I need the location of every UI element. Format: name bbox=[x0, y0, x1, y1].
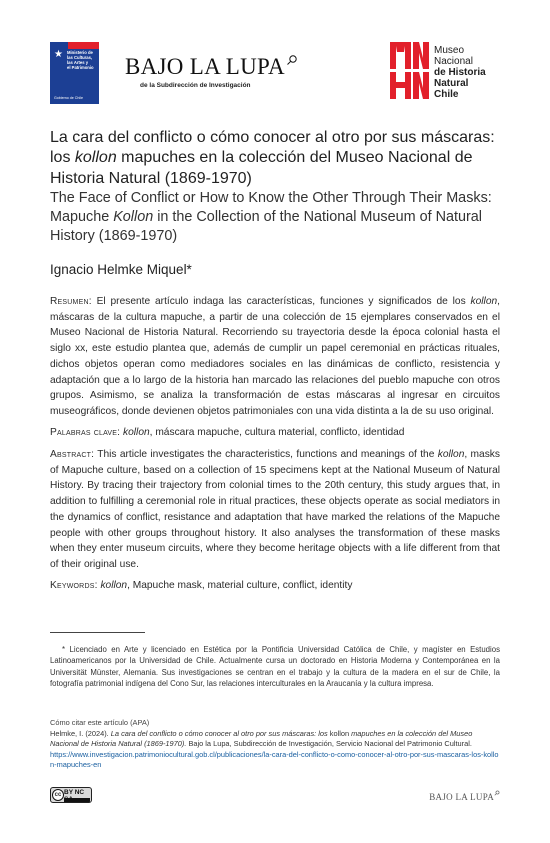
creative-commons-badge[interactable] bbox=[50, 787, 92, 803]
abstract-label: Abstract: bbox=[50, 449, 95, 460]
author-name: Ignacio Helmke Miquel* bbox=[50, 262, 192, 277]
page-header bbox=[50, 42, 500, 104]
footnote-divider bbox=[50, 632, 145, 633]
abstract-paragraph: Abstract: This article investigates the characteristics, functions and meanings of the kollon, masks of Mapuche culture, based on a collection of 15 specimens kept at the National Museum of Natural History. By tracing their trajectory from colonial times to the 20th century, this study argues that, in addition to fulfilling a ceremonial role in ritual practices, these objects operate as social mediators in the dynamics of conflict, resistance and adaptation that have marked the relations of the Mapuche people with other groups throughout history. It also analyses the transformation of these masks when they enter museum circuits, where they become heritage objects with a life different from that of their original use. bbox=[50, 449, 500, 570]
resumen-label: Resumen: bbox=[50, 296, 92, 307]
flag-blue-stripe bbox=[50, 42, 68, 49]
mnhn-logo-icon bbox=[390, 42, 429, 99]
author-footnote: * Licenciado en Arte y licenciado en Estética por la Pontificia Universidad Católica de Chile, y magíster en Estudios Latinoamericanos por la Universidad de Chile. Actualmente cursa un doctorado en Historia Moderna y Contemporánea en la Universität Münster, Alemania. Sus investigaciones se centran en el trabajo y la cultura de la madera en el sur de Chile, la fotografía patrimonial indígena del Cono Sur, las relaciones interculturales en la Araucanía y la cultura impresa. bbox=[50, 645, 500, 689]
license-bar bbox=[64, 798, 90, 802]
ministry-name: Ministerio de las Culturas, las Artes y el Patrimonio bbox=[67, 50, 94, 70]
citation-text: Helmke, I. (2024). La cara del conflicto o cómo conocer al otro por sus máscaras: los kollon mapuches en la colección del Museo Nacional de Historia Natural (1869-1970). Bajo la Lupa, Subdirección de Investigación, Servicio Nacional del Patrimonio Cultural. bbox=[50, 728, 473, 748]
keywords: Keywords: kollon, Mapuche mask, material culture, conflict, identity bbox=[50, 580, 353, 591]
citation-label: Cómo citar este artículo (APA) bbox=[50, 718, 150, 727]
cc-icon: cc bbox=[52, 789, 64, 801]
journal-title: BAJO LA LUPA bbox=[125, 54, 298, 80]
palabras-clave-label: Palabras clave: bbox=[50, 427, 121, 438]
palabras-clave: Palabras clave: kollon, máscara mapuche, cultura material, conflicto, identidad bbox=[50, 427, 405, 438]
license-terms: BY NC bbox=[64, 789, 85, 796]
keywords-label: Keywords: bbox=[50, 580, 98, 591]
star-icon: ★ bbox=[54, 49, 63, 60]
title-spanish: La cara del conflicto o cómo conocer al otro por sus máscaras: los kollon mapuches en la colección del Museo Nacional de Historia Natural (1869-1970) bbox=[50, 129, 495, 187]
title-english: The Face of Conflict or How to Know the Other Through Their Masks: Mapuche Kollon in the Collection of the National Museum of Natural History (1869-1970) bbox=[50, 190, 492, 244]
citation-link[interactable]: https://www.investigacion.patrimoniocultural.gob.cl/publicaciones/la-cara-del-conflicto-o-como-conocer-al-otro-por-sus-mascaras-los-kollon-mapuches-en bbox=[50, 749, 499, 769]
footer-magnifier-icon bbox=[494, 790, 500, 796]
footer-brand: BAJO LA LUPA bbox=[429, 790, 500, 802]
journal-subtitle: de la Subdirección de Investigación bbox=[140, 82, 251, 89]
ministry-logo bbox=[50, 42, 99, 104]
article-titles bbox=[50, 128, 500, 246]
flag-red-stripe bbox=[68, 42, 99, 49]
magnifier-icon bbox=[286, 54, 298, 66]
resumen-paragraph: Resumen: El presente artículo indaga las características, funciones y significados de los kollon, máscaras de la cultura mapuche, a partir de una colección de 15 ejemplares conservados en el Museo Nacional de Historia Natural. Recorriendo su trayectoria desde la época colonial hasta el siglo xx, este estudio plantea que, además de cumplir un papel ceremonial en prácticas rituales, dichos objetos operan como mediadores sociales en las dinámicas de conflicto, resistencia y adaptación que a lo largo de la historia han marcado las relaciones del pueblo mapuche con otros grupos. Asimismo, se analiza la transformación de estas máscaras al ingresar en circuitos museográficos, donde devienen objetos patrimoniales con una vida distinta a la de su uso original. bbox=[50, 296, 500, 417]
museum-name: Museo Nacional de Historia Natural Chile bbox=[434, 45, 486, 100]
citation-block bbox=[50, 718, 500, 771]
government-label: Gobierno de Chile bbox=[54, 96, 83, 100]
